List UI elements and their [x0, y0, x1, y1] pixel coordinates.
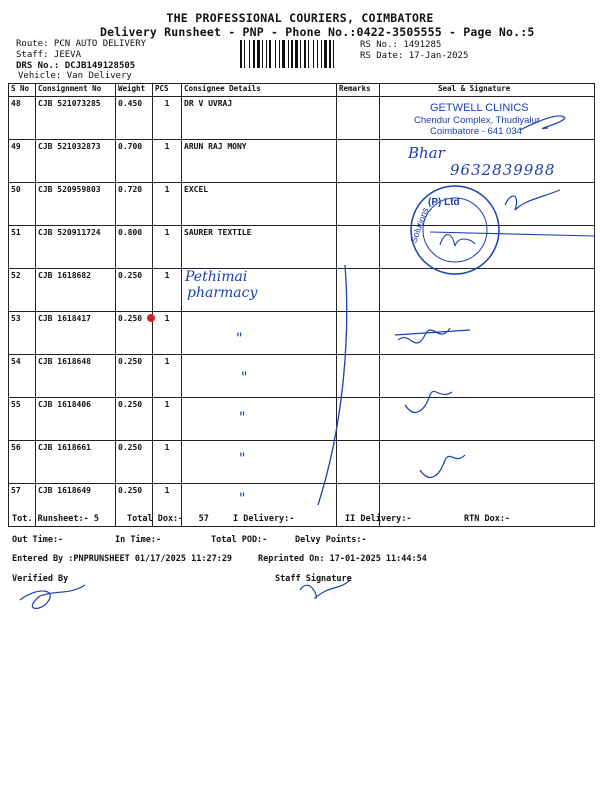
stamp-address-2: Coimbatore - 641 034 [430, 126, 522, 137]
cell-pcs: 1 [153, 183, 182, 226]
table-row [9, 183, 595, 226]
cell-weight: 0.250 [116, 355, 153, 398]
cell-seal-signature [380, 226, 595, 269]
handwritten-phone: 9632839988 [450, 161, 556, 179]
cell-consignee: SAURER TEXTILE [182, 226, 337, 269]
cell-weight: 0.720 [116, 183, 153, 226]
cell-remarks [337, 97, 380, 140]
cell-weight: 0.250 [116, 484, 153, 527]
cell-pcs: 1 [153, 226, 182, 269]
cell-consignment: CJB 1618661 [36, 441, 116, 484]
table-header-row [9, 84, 595, 97]
cell-weight: 0.250 [116, 312, 153, 355]
col-seal-signature: Seal & Signature [380, 84, 595, 97]
cell-consignment: CJB 520911724 [36, 226, 116, 269]
tot-runsheet: Tot. Runsheet:- 5 [12, 514, 99, 524]
handwritten-name: Bhar [408, 144, 445, 162]
cell-sno: 52 [9, 269, 36, 312]
cell-consignment: CJB 1618649 [36, 484, 116, 527]
cell-sno: 53 [9, 312, 36, 355]
cell-sno: 55 [9, 398, 36, 441]
stamp-round-text: (P) Ltd [428, 197, 460, 208]
cell-remarks [337, 140, 380, 183]
cell-seal-signature [380, 398, 595, 441]
cell-pcs: 1 [153, 97, 182, 140]
stamp-round-text2: Solutions [408, 206, 431, 245]
cell-sno: 49 [9, 140, 36, 183]
col-pcs: PCS [153, 84, 182, 97]
cell-pcs: 1 [153, 484, 182, 527]
cell-remarks [337, 312, 380, 355]
table-row [9, 312, 595, 355]
cell-consignee: ARUN RAJ MONY [182, 140, 337, 183]
cell-seal-signature [380, 140, 595, 183]
staff-label: Staff: JEEVA [16, 50, 82, 60]
cell-sno: 57 [9, 484, 36, 527]
route-label: Route: PCN AUTO DELIVERY [16, 39, 147, 49]
rs-number: RS No.: 1491285 [360, 40, 442, 50]
cell-sno: 51 [9, 226, 36, 269]
cell-sno: 50 [9, 183, 36, 226]
cell-sno: 54 [9, 355, 36, 398]
cell-remarks [337, 183, 380, 226]
cell-seal-signature [380, 355, 595, 398]
cell-weight: 0.700 [116, 140, 153, 183]
table-row [9, 226, 595, 269]
cell-remarks [337, 226, 380, 269]
cell-weight: 0.450 [116, 97, 153, 140]
cell-remarks [337, 441, 380, 484]
table-row [9, 398, 595, 441]
cell-pcs: 1 [153, 140, 182, 183]
table-row [9, 355, 595, 398]
drs-number: DRS No.: DCJB149128505 [16, 61, 136, 71]
sheet-title: THE PROFESSIONAL COURIERS, COIMBATORE [166, 11, 434, 25]
cell-pcs: 1 [153, 355, 182, 398]
vehicle-label: Vehicle: Van Delivery [18, 71, 132, 81]
col-consignee: Consignee Details [182, 84, 337, 97]
cell-consignment: CJB 521073285 [36, 97, 116, 140]
cell-consignee: EXCEL [182, 183, 337, 226]
cell-weight: 0.800 [116, 226, 153, 269]
cell-consignment: CJB 521032873 [36, 140, 116, 183]
cell-seal-signature [380, 312, 595, 355]
runsheet-table [8, 83, 595, 527]
cell-pcs: 1 [153, 269, 182, 312]
reprinted-on: Reprinted On: 17-01-2025 11:44:54 [258, 554, 427, 564]
ditto-mark: " [235, 331, 244, 347]
table-row [9, 140, 595, 183]
ii-delivery: II Delivery:- [345, 514, 412, 524]
col-sno: S No [9, 84, 36, 97]
cell-pcs: 1 [153, 312, 182, 355]
cell-consignment: CJB 1618406 [36, 398, 116, 441]
in-time: In Time:- [115, 535, 162, 545]
entered-by: Entered By :PNPRUNSHEET 01/17/2025 11:27:29 [12, 554, 233, 564]
cell-sno: 48 [9, 97, 36, 140]
cell-consignee [182, 441, 337, 484]
rtn-dox: RTN Dox:- [464, 514, 511, 524]
ditto-mark: " [240, 370, 249, 386]
i-delivery: I Delivery:- [233, 514, 295, 524]
cell-pcs: 1 [153, 398, 182, 441]
cell-remarks [337, 269, 380, 312]
staff-signature: Staff Signature [275, 574, 352, 584]
cell-remarks [337, 355, 380, 398]
cell-consignee: DR V UVRAJ [182, 97, 337, 140]
cell-pcs: 1 [153, 441, 182, 484]
handwritten-pharmacy-1: Pethimai [185, 269, 248, 285]
cell-consignment: CJB 1618648 [36, 355, 116, 398]
cell-seal-signature [380, 183, 595, 226]
verified-by: Verified By [12, 574, 69, 584]
delvy-points: Delvy Points:- [295, 535, 367, 545]
cell-consignee [182, 269, 337, 312]
cell-remarks [337, 398, 380, 441]
cell-weight: 0.250 [116, 398, 153, 441]
ditto-mark: " [238, 491, 247, 507]
cell-sno: 56 [9, 441, 36, 484]
cell-seal-signature [380, 97, 595, 140]
cell-consignee [182, 312, 337, 355]
handwritten-pharmacy-2: pharmacy [187, 285, 258, 301]
total-dox: Total Dox:- 57 [127, 514, 209, 524]
ditto-mark: " [238, 451, 247, 467]
table-row [9, 441, 595, 484]
col-remarks: Remarks [337, 84, 380, 97]
cell-consignee [182, 398, 337, 441]
cell-weight: 0.250 [116, 441, 153, 484]
cell-consignee [182, 355, 337, 398]
cell-weight: 0.250 [116, 269, 153, 312]
stamp-clinic-name: GETWELL CLINICS [430, 102, 529, 114]
sheet-subtitle: Delivery Runsheet - PNP - Phone No.:0422-3505555 - Page No.:5 [100, 25, 535, 39]
stamp-address-1: Chendur Complex, Thudiyalur [414, 115, 541, 126]
barcode-icon [240, 40, 350, 68]
col-consignment: Consignment No [36, 84, 116, 97]
cell-seal-signature [380, 269, 595, 312]
out-time: Out Time:- [12, 535, 64, 545]
verified-signature [20, 585, 85, 608]
table-row [9, 97, 595, 140]
cell-seal-signature [380, 441, 595, 484]
table-row [9, 269, 595, 312]
total-pod: Total POD:- [211, 535, 268, 545]
cell-consignment: CJB 520959803 [36, 183, 116, 226]
col-weight: Weight [116, 84, 153, 97]
cell-consignment: CJB 1618682 [36, 269, 116, 312]
rs-date: RS Date: 17-Jan-2025 [360, 51, 469, 61]
ditto-mark: " [238, 410, 247, 426]
cell-consignment: CJB 1618417 [36, 312, 116, 355]
